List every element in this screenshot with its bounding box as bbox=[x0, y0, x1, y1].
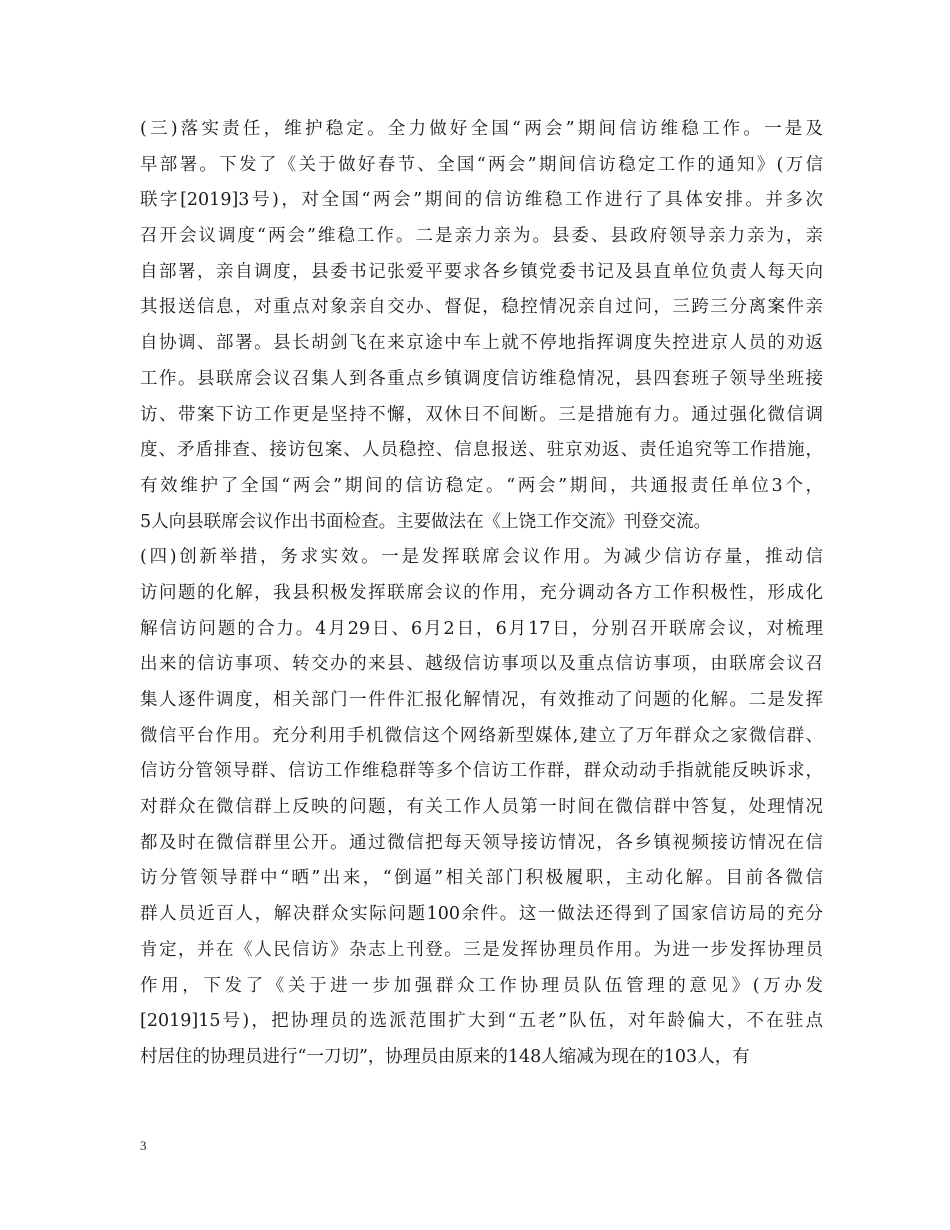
text-line: [2019]15号)，把协理员的选派范围扩大到“五老”队伍，对年龄偏大，不在驻点 bbox=[140, 1011, 823, 1032]
text-line: 访、带案下访工作更是坚持不懈，双休日不间断。三是措施有力。通过强化微信调 bbox=[140, 404, 823, 425]
text-line: 肯定，并在《人民信访》杂志上刊登。三是发挥协理员作用。为进一步发挥协理员 bbox=[140, 939, 823, 960]
text-line: 工作。县联席会议召集人到各重点乡镇调度信访维稳情况，县四套班子领导坐班接 bbox=[140, 368, 823, 389]
text-line: 其报送信息，对重点对象亲自交办、督促，稳控情况亲自过问，三跨三分离案件亲 bbox=[140, 297, 823, 318]
page-number: 3 bbox=[140, 1138, 147, 1153]
text-line: 出来的信访事项、转交办的来县、越级信访事项以及重点信访事项，由联席会议召 bbox=[140, 654, 823, 675]
text-line: 访分管领导群中“晒”出来，“倒逼”相关部门积极履职，主动化解。目前各微信 bbox=[140, 868, 823, 889]
text-line: 自协调、部署。县长胡剑飞在来京途中车上就不停地指挥调度失控进京人员的劝返 bbox=[140, 333, 823, 354]
text-line: 作用，下发了《关于进一步加强群众工作协理员队伍管理的意见》(万办发 bbox=[140, 975, 823, 996]
text-line: 解信访问题的合力。4月29日、6月2日，6月17日，分别召开联席会议，对梳理 bbox=[140, 618, 823, 639]
body-text bbox=[140, 112, 823, 1076]
text-line: 度、矛盾排查、接访包案、人员稳控、信息报送、驻京劝返、责任追究等工作措施， bbox=[140, 440, 823, 461]
text-line: 微信平台作用。充分利用手机微信这个网络新型媒体,建立了万年群众之家微信群、 bbox=[140, 725, 823, 746]
text-line: 群人员近百人，解决群众实际问题100余件。这一做法还得到了国家信访局的充分 bbox=[140, 904, 823, 925]
text-line: (四)创新举措，务求实效。一是发挥联席会议作用。为减少信访存量，推动信 bbox=[140, 547, 823, 568]
text-line: 都及时在微信群里公开。通过微信把每天领导接访情况，各乡镇视频接访情况在信 bbox=[140, 832, 823, 853]
text-line: 5人向县联席会议作出书面检查。主要做法在《上饶工作交流》刊登交流。 bbox=[140, 511, 712, 532]
text-line: 信访分管领导群、信访工作维稳群等多个信访工作群，群众动动手指就能反映诉求， bbox=[140, 761, 823, 782]
text-line: 访问题的化解，我县积极发挥联席会议的作用，充分调动各方工作积极性，形成化 bbox=[140, 582, 823, 603]
text-line: 对群众在微信群上反映的问题，有关工作人员第一时间在微信群中答复，处理情况 bbox=[140, 797, 823, 818]
text-line: 早部署。下发了《关于做好春节、全国“两会”期间信访稳定工作的通知》(万信 bbox=[140, 154, 823, 175]
text-line: 有效维护了全国“两会”期间的信访稳定。“两会”期间，共通报责任单位3个， bbox=[140, 475, 823, 496]
text-line: 联字[2019]3号)，对全国“两会”期间的信访维稳工作进行了具体安排。并多次 bbox=[140, 190, 823, 211]
text-line: (三)落实责任，维护稳定。全力做好全国“两会”期间信访维稳工作。一是及 bbox=[140, 119, 823, 139]
text-line: 召开会议调度“两会”维稳工作。二是亲力亲为。县委、县政府领导亲力亲为，亲 bbox=[140, 226, 823, 247]
text-line: 自部署，亲自调度，县委书记张爱平要求各乡镇党委书记及县直单位负责人每天向 bbox=[140, 261, 823, 282]
text-line: 集人逐件调度，相关部门一件件汇报化解情况，有效推动了问题的化解。二是发挥 bbox=[140, 690, 823, 710]
text-line: 村居住的协理员进行“一刀切”，协理员由原来的148人缩减为现在的103人，有 bbox=[140, 1046, 750, 1067]
